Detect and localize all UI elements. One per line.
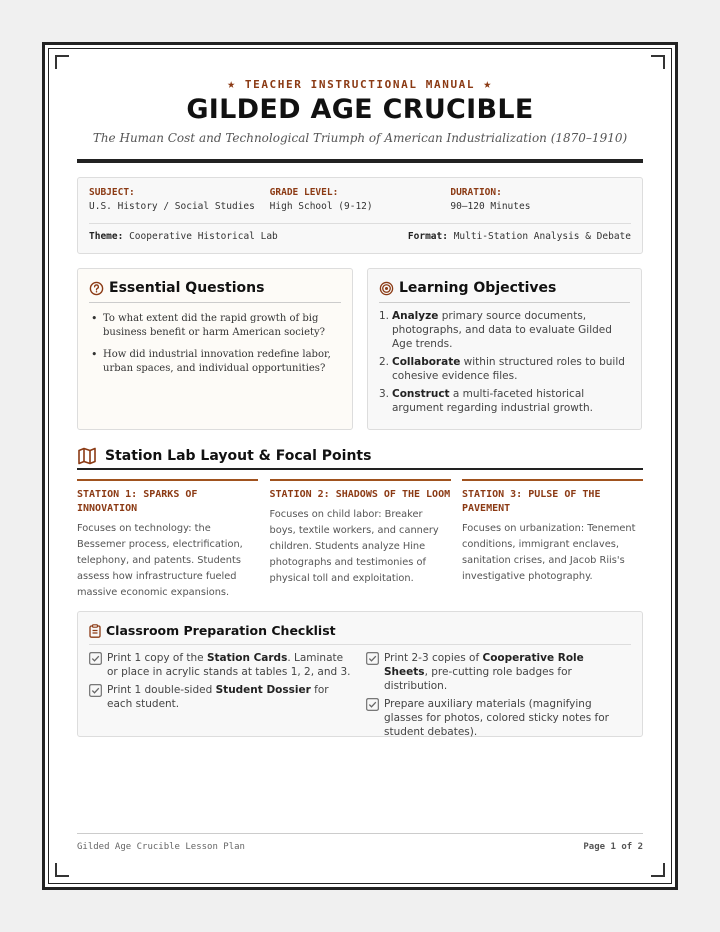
checklist-item (89, 683, 354, 711)
corner-ornament-bottom-right (651, 863, 665, 877)
checklist-column-right (366, 651, 631, 743)
list-text (392, 355, 630, 383)
list-item (379, 309, 630, 351)
station-title: STATION 2: SHADOWS OF THE LOOM (269, 489, 451, 500)
footer-doc-title: Gilded Age Crucible Lesson Plan (77, 842, 245, 852)
checklist-grid (89, 651, 631, 743)
checklist-text (384, 697, 631, 739)
meta-theme (89, 231, 278, 242)
checklist-title: Classroom Preparation Checklist (106, 623, 336, 638)
meta-row (89, 187, 631, 212)
essential-questions-card (77, 268, 353, 430)
checklist-text-bold: Student Dossier (215, 684, 311, 696)
checklist-item (89, 651, 354, 679)
page-title: GILDED AGE CRUCIBLE (186, 94, 534, 125)
station-description: Focuses on technology: the Bessemer process, electrification, telephony, and patents. Students assess how infrastructure fueled massive economic expansions. (77, 523, 243, 598)
list-rest: a multi-faceted historical argument regarding industrial growth. (392, 388, 593, 414)
checklist-column-left (89, 651, 354, 743)
list-item (379, 355, 630, 383)
learning-objectives-list (379, 309, 630, 415)
meta-divider (89, 223, 631, 224)
list-bold: Analyze (392, 310, 439, 322)
meta-duration-label: DURATION: (450, 187, 502, 198)
list-rest: primary source documents, photographs, and data to evaluate Gilded Age trends. (392, 310, 612, 350)
station-section-title: Station Lab Layout & Focal Points (105, 448, 372, 464)
learning-objectives-title: Learning Objectives (399, 280, 557, 296)
meta-theme-label: Theme: (89, 231, 124, 242)
station-card (462, 479, 643, 601)
meta-subject (89, 187, 270, 212)
station-card (77, 479, 258, 601)
meta-format-value: Multi-Station Analysis & Debate (453, 231, 631, 242)
list-number: 1. (379, 310, 390, 322)
checklist-text-pre: Prepare auxiliary materials (magnifying glasses for photos, colored sticky notes for student debates). (384, 698, 609, 738)
checkbox-checked-icon (366, 698, 379, 711)
checklist-text-pre: Print 1 double-sided (107, 684, 216, 696)
clipboard-icon (89, 624, 101, 638)
meta-duration-value: 90–120 Minutes (450, 201, 531, 212)
checklist-text (384, 651, 631, 693)
essential-questions-header (89, 280, 341, 303)
learning-objectives-card (367, 268, 642, 430)
star-icon: ★ (483, 77, 493, 92)
meta-subject-value: U.S. History / Social Studies (89, 201, 255, 212)
list-number: 2. (379, 356, 390, 368)
meta-grade-label: GRADE LEVEL: (269, 187, 339, 198)
question-circle-icon (89, 281, 104, 296)
checkbox-checked-icon (89, 684, 102, 697)
station-section-header (77, 444, 643, 470)
checkbox-checked-icon (89, 652, 102, 665)
list-text (392, 309, 630, 351)
corner-ornament-top-right (651, 55, 665, 69)
list-item: • To what extent did the rapid growth of big business benefit or harm American society? (89, 312, 341, 340)
checklist-text (107, 651, 354, 679)
page-content (77, 45, 643, 887)
checklist-text-post: , pre-cutting role badges for distribution. (384, 666, 572, 692)
checklist-header (89, 623, 631, 645)
station-title: STATION 3: PULSE OF THE PAVEMENT (462, 489, 601, 514)
checklist-text (107, 683, 354, 711)
checklist-text-bold: Cooperative Role Sheets (384, 652, 584, 678)
essential-questions-title: Essential Questions (109, 280, 265, 296)
document-page (42, 42, 678, 890)
checklist-text-post: . Laminate or place in acrylic stands at tables 1, 2, and 3. (107, 652, 351, 678)
stations-grid (77, 479, 643, 601)
list-bold: Collaborate (392, 356, 461, 368)
meta-grade-value: High School (9-12) (269, 201, 373, 212)
page-footer (77, 833, 643, 852)
meta-theme-value: Cooperative Historical Lab (129, 231, 278, 242)
target-icon (379, 281, 394, 296)
list-number: 3. (379, 388, 390, 400)
station-card (270, 479, 451, 601)
checklist-text-pre: Print 1 copy of the (107, 652, 207, 664)
list-text (392, 387, 630, 415)
star-icon: ★ (227, 77, 237, 92)
essential-questions-list (89, 312, 341, 376)
list-item (379, 387, 630, 415)
meta-grade (270, 187, 451, 212)
meta-format (408, 231, 631, 242)
title-divider (77, 159, 643, 163)
checklist-item (366, 697, 631, 739)
preparation-checklist (77, 611, 643, 737)
checklist-text-post: for each student. (107, 684, 329, 710)
station-description: Focuses on child labor: Breaker boys, textile workers, and cannery children. Students analyze Hine photographs and testimonies of physical toll and exploitation. (269, 509, 439, 584)
checkbox-checked-icon (366, 652, 379, 665)
eyebrow-label (77, 77, 643, 92)
lesson-meta-box (77, 177, 643, 254)
footer-page-number: Page 1 of 2 (583, 842, 643, 852)
checklist-item (366, 651, 631, 693)
map-icon (77, 446, 97, 466)
meta-row-secondary (89, 231, 631, 242)
checklist-text-bold: Station Cards (206, 652, 288, 664)
list-bold: Construct (392, 388, 450, 400)
station-title: STATION 1: SPARKS OF INNOVATION (77, 489, 198, 514)
eyebrow-text: TEACHER INSTRUCTIONAL MANUAL (244, 78, 476, 91)
meta-format-label: Format: (407, 231, 448, 242)
corner-ornament-top-left (55, 55, 69, 69)
list-item: • How did industrial innovation redefine labor, urban spaces, and individual opportunities? (89, 348, 341, 376)
learning-objectives-header (379, 280, 630, 303)
station-description: Focuses on urbanization: Tenement conditions, immigrant enclaves, sanitation crises, and Jacob Riis's investigative photography. (462, 523, 636, 582)
meta-duration (450, 187, 631, 212)
corner-ornament-bottom-left (55, 863, 69, 877)
meta-subject-label: SUBJECT: (89, 187, 135, 198)
page-subtitle: The Human Cost and Technological Triumph of American Industrialization (1870–1910) (92, 131, 628, 145)
list-rest: within structured roles to build cohesive evidence files. (392, 356, 625, 382)
checklist-text-pre: Print 2-3 copies of (384, 652, 483, 664)
